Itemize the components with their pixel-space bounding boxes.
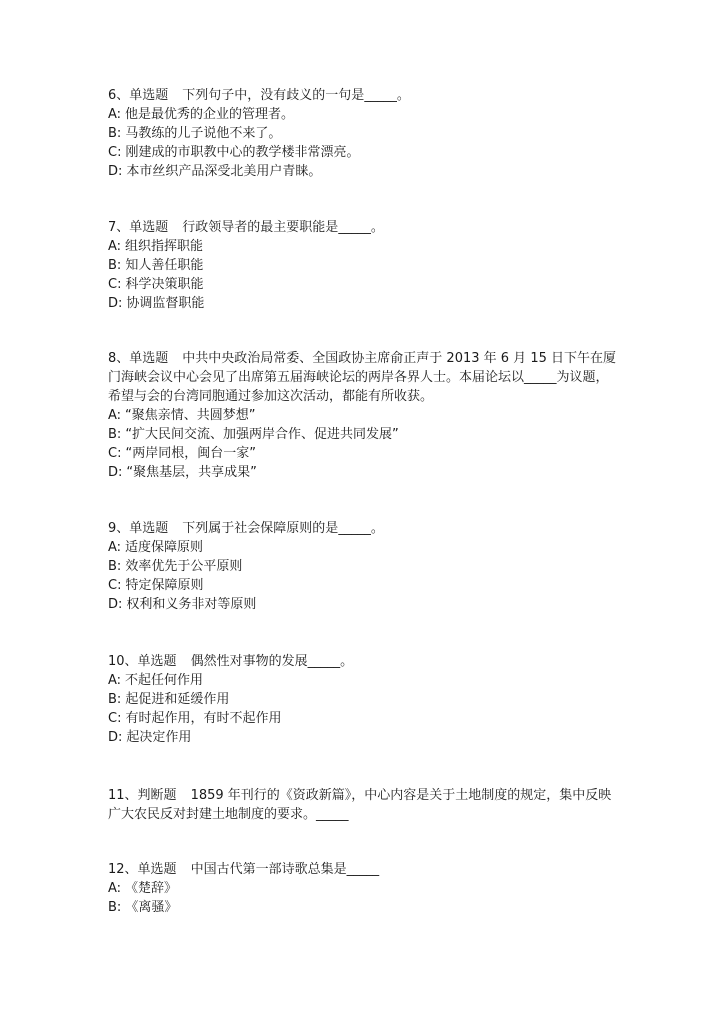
option-text: 效率优先于公平原则 <box>125 559 243 574</box>
option-d <box>108 728 618 747</box>
question-number: 8、 <box>108 351 130 366</box>
option-letter: D: <box>108 164 123 179</box>
question-10 <box>108 652 618 747</box>
question-number: 9、 <box>108 521 130 536</box>
option-letter: B: <box>108 692 122 707</box>
option-b <box>108 557 618 576</box>
option-text: 科学决策职能 <box>125 277 204 292</box>
option-text: 不起任何作用 <box>125 673 204 688</box>
question-type: 单选题 <box>129 521 169 536</box>
option-text: “聚焦亲情、共圆梦想” <box>125 408 256 423</box>
question-header <box>108 218 618 237</box>
option-b <box>108 256 618 275</box>
option-a <box>108 105 618 124</box>
question-11 <box>108 786 618 824</box>
question-header <box>108 86 618 105</box>
option-letter: B: <box>108 427 122 442</box>
option-b <box>108 425 618 444</box>
question-stem: 偶然性对事物的发展 <box>190 654 308 669</box>
question-type: 单选题 <box>129 88 169 103</box>
option-d <box>108 463 618 482</box>
option-letter: B: <box>108 258 122 273</box>
question-number: 12、 <box>108 862 138 877</box>
option-letter: A: <box>108 540 122 555</box>
question-header <box>108 519 618 538</box>
option-letter: B: <box>108 900 122 915</box>
option-a <box>108 237 618 256</box>
question-header <box>108 652 618 671</box>
option-b <box>108 690 618 709</box>
option-text: 刚建成的市职教中心的教学楼非常漂亮。 <box>125 145 360 160</box>
option-letter: D: <box>108 465 123 480</box>
option-text: 组织指挥职能 <box>125 239 204 254</box>
question-7 <box>108 218 618 313</box>
question-stem: 1859 年刊行的《资政新篇》，中心内容是关于土地制度的规定，集中反映广大农民反对封建土地制度的要求。 <box>108 788 612 822</box>
question-8 <box>108 349 618 482</box>
answer-blank: _____ <box>316 807 349 822</box>
option-letter: D: <box>108 597 123 612</box>
option-a <box>108 671 618 690</box>
option-text: “两岸同根，闽台一家” <box>125 446 256 461</box>
question-number: 11、 <box>108 788 138 803</box>
answer-blank: _____ <box>338 220 371 235</box>
answer-blank: _____ <box>307 654 341 669</box>
question-type: 单选题 <box>129 351 169 366</box>
option-text: 知人善任职能 <box>125 258 204 273</box>
option-d <box>108 162 618 181</box>
option-c <box>108 576 618 595</box>
option-letter: C: <box>108 145 122 160</box>
option-text: 特定保障原则 <box>125 578 204 593</box>
option-text: 《离骚》 <box>125 900 178 915</box>
option-b <box>108 898 618 917</box>
option-letter: D: <box>108 730 123 745</box>
option-text: 《楚辞》 <box>125 881 178 896</box>
option-text: 他是最优秀的企业的管理者。 <box>125 107 295 122</box>
question-type: 单选题 <box>137 862 177 877</box>
question-9 <box>108 519 618 614</box>
question-type: 判断题 <box>137 788 177 803</box>
option-text: 起促进和延缓作用 <box>125 692 230 707</box>
question-type: 单选题 <box>129 220 169 235</box>
option-letter: C: <box>108 578 122 593</box>
option-letter: B: <box>108 559 122 574</box>
answer-blank: _____ <box>524 370 557 385</box>
option-text: 适度保障原则 <box>125 540 204 555</box>
option-letter: A: <box>108 408 122 423</box>
option-text: 协调监督职能 <box>126 296 205 311</box>
question-header <box>108 349 618 406</box>
question-stem: 行政领导者的最主要职能是 <box>182 220 339 235</box>
option-letter: C: <box>108 446 122 461</box>
question-number: 6、 <box>108 88 130 103</box>
option-c <box>108 444 618 463</box>
question-stem: 中国古代第一部诗歌总集是 <box>190 862 347 877</box>
option-d <box>108 294 618 313</box>
question-header <box>108 860 618 879</box>
question-stem-end: 。 <box>396 88 410 103</box>
question-stem: 下列句子中，没有歧义的一句是 <box>182 88 365 103</box>
option-letter: A: <box>108 673 122 688</box>
option-text: 有时起作用，有时不起作用 <box>125 711 282 726</box>
option-text: “扩大民间交流、加强两岸合作、促进共同发展” <box>125 427 399 442</box>
option-letter: D: <box>108 296 123 311</box>
option-c <box>108 709 618 728</box>
option-a <box>108 538 618 557</box>
option-text: 本市丝织产品深受北美用户青睐。 <box>126 164 322 179</box>
question-number: 10、 <box>108 654 138 669</box>
option-letter: B: <box>108 126 122 141</box>
answer-blank: _____ <box>364 88 397 103</box>
question-stem-end: 为议题，希望与会的台湾同胞通过参加这次活动，都能有所收获。 <box>108 370 609 404</box>
option-d <box>108 595 618 614</box>
option-text: 权利和义务非对等原则 <box>126 597 257 612</box>
option-text: 起决定作用 <box>126 730 192 745</box>
option-letter: A: <box>108 107 122 122</box>
option-letter: C: <box>108 277 122 292</box>
option-a <box>108 879 618 898</box>
answer-blank: _____ <box>346 862 380 877</box>
option-b <box>108 124 618 143</box>
question-type: 单选题 <box>137 654 177 669</box>
option-letter: C: <box>108 711 122 726</box>
question-12 <box>108 860 618 917</box>
option-letter: A: <box>108 239 122 254</box>
option-a <box>108 406 618 425</box>
option-c <box>108 275 618 294</box>
question-stem-end: 。 <box>370 220 384 235</box>
question-number: 7、 <box>108 220 130 235</box>
option-c <box>108 143 618 162</box>
question-stem: 中共中央政治局常委、全国政协主席俞正声于 2013 年 6 月 15 日下午在厦门海峡会议中心会见了出席第五届海峡论坛的两岸各界人士。本届论坛以 <box>108 351 616 385</box>
option-letter: A: <box>108 881 122 896</box>
question-6 <box>108 86 618 181</box>
question-header <box>108 786 618 824</box>
question-stem-end: 。 <box>340 654 354 669</box>
question-stem-end: 。 <box>370 521 384 536</box>
option-text: 马教练的儿子说他不来了。 <box>125 126 282 141</box>
option-text: “聚焦基层，共享成果” <box>126 465 257 480</box>
answer-blank: _____ <box>338 521 371 536</box>
question-stem: 下列属于社会保障原则的是 <box>182 521 339 536</box>
